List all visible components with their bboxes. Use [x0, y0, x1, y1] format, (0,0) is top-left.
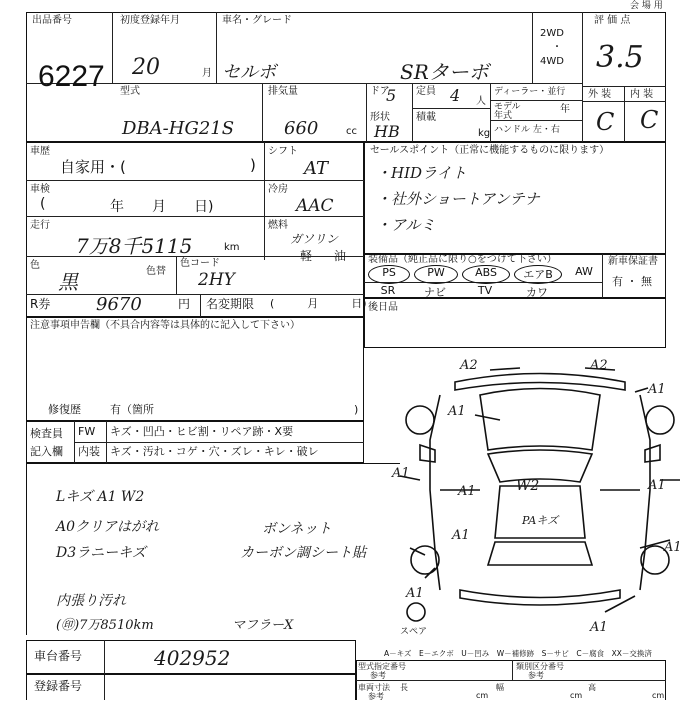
inspection-open: ( [40, 196, 46, 212]
mark-front-bumper-right: A2 [590, 358, 608, 373]
damage-legend: A－キズ E－エクボ U－凹み W－補修跡 S－サビ C－腐食 XX－交換済 [384, 649, 652, 658]
mark-roof-rear: PAキズ [522, 514, 559, 527]
displacement-label: 排気量 [268, 86, 298, 97]
warranty-options: 有 ・ 無 [612, 275, 652, 288]
recycle-label: R券 [30, 297, 51, 311]
hw-note-2: A0クリアはがれ [56, 519, 160, 535]
hw-note-3: D3ラニーキズ [56, 545, 146, 561]
shape-value: HB [374, 122, 400, 141]
car-damage-diagram [380, 350, 690, 650]
category-label: 類別区分番号 [516, 662, 564, 671]
first-reg-label: 初度登録年月 [120, 15, 180, 26]
type-spec-label: 型式指定番号 [358, 662, 406, 671]
equip-abs: ABS [462, 265, 510, 284]
inspection-value: 年 月 日) [110, 199, 214, 215]
equip-aw: AW [575, 265, 593, 278]
inspection-label: 車検 [30, 184, 50, 195]
car-number-label: 車台番号 [34, 649, 83, 663]
height-cm: cm [652, 691, 665, 700]
type-spec-ref: 参考 [370, 671, 386, 680]
model-year-label2: 年式 [494, 111, 513, 121]
interior-label: 内 装 [630, 89, 654, 100]
person-unit: 人 [476, 96, 486, 107]
aircon-label: 冷房 [268, 184, 288, 195]
model-year-label1: モデル [494, 102, 521, 112]
history-label: 車歴 [30, 146, 50, 157]
shape-label: 形状 [370, 112, 390, 123]
equipment-title: 装備品（純正品に限り○をつけて下さい） [368, 254, 557, 265]
notes-label: 注意事項申告欄（不具合内容等は具体的に記入して下さい） [30, 320, 300, 331]
km-unit: km [224, 242, 240, 253]
fuel-label: 燃料 [268, 220, 288, 231]
yen-unit: 円 [178, 297, 191, 311]
hw-note-6: 内張り汚れ [56, 593, 126, 609]
car-name: セルボ [222, 62, 276, 83]
after-market-box [364, 298, 666, 348]
month-unit: 月 [202, 68, 212, 79]
exterior-grade: C [596, 108, 615, 136]
equip-leather: カワ [526, 286, 548, 299]
selling-point-2: ・社外ショートアンテナ [376, 190, 540, 208]
displacement-value: 660 [284, 118, 319, 139]
grade: SRターボ [400, 60, 489, 84]
length-label: 長 [400, 683, 408, 692]
equip-airbag: エアB [514, 265, 562, 284]
mark-hood-left: A1 [448, 404, 466, 419]
size-ref: 参考 [368, 692, 384, 701]
equip-pw: PW [414, 265, 458, 284]
fuel-light: 軽 [300, 249, 313, 263]
selling-point-1: ・HIDライト [376, 164, 467, 182]
capacity-label: 定員 [416, 86, 436, 97]
entry-label: 記入欄 [30, 445, 63, 458]
selling-points-title: セールスポイント（正常に機能するものに限ります） [370, 145, 610, 156]
length-cm: cm [476, 691, 489, 700]
drive-2wd: 2WD [540, 28, 564, 39]
width-label: 幅 [496, 683, 504, 692]
hw-note-8: マフラーX [232, 618, 294, 633]
equip-tv: TV [477, 284, 493, 297]
drive-4wd: 4WD [540, 56, 564, 67]
interior-grade: C [640, 106, 659, 134]
after-market-label: 後日品 [368, 302, 398, 313]
recycle-value: 9670 [96, 294, 142, 315]
shift-value: AT [304, 158, 329, 179]
mark-left-rear-door: A1 [452, 528, 470, 543]
interior-items: キズ・汚れ・コゲ・穴・ズレ・キレ・破レ [110, 445, 319, 458]
handle-label: ハンドル 左・右 [494, 125, 560, 135]
lot-number-label: 出品番号 [32, 15, 72, 26]
score-label: 評 価 点 [594, 15, 631, 26]
equip-sr: SR [380, 284, 396, 297]
mark-front-bumper-left: A2 [460, 358, 478, 373]
drive-dot: ・ [552, 42, 562, 53]
height-label: 高 [588, 683, 596, 692]
size-label: 車両寸法 [358, 683, 390, 692]
shift-label: シフト [268, 146, 298, 157]
mark-rear-bumper: A1 [590, 620, 608, 635]
mark-left-rear-quarter: A1 [406, 586, 424, 601]
mark-roof: W2 [516, 478, 540, 494]
color-code: 2HY [198, 270, 235, 290]
color-label: 色 [30, 260, 40, 271]
history-close: ) [250, 156, 256, 174]
capacity-value: 4 [450, 86, 461, 105]
mileage-value: 7万8千5115 [76, 234, 193, 258]
name-change-value: ( 月 日) [270, 297, 367, 310]
car-name-label: 車名・グレード [222, 15, 292, 26]
equip-ps: PS [368, 265, 410, 284]
first-reg-year: 20 [132, 55, 160, 80]
color-value: 黒 [58, 270, 78, 294]
spare-label: スペア [400, 627, 428, 637]
name-change-label: 名変期限 [206, 297, 255, 311]
model-label: 型式 [120, 86, 140, 97]
model-value: DBA-HG21S [122, 118, 235, 139]
car-number: 402952 [154, 646, 231, 670]
hw-note-5: カーボン調シート貼 [240, 545, 366, 561]
repair-label: 修復歴 [48, 403, 81, 416]
score-value: 3.5 [596, 40, 644, 75]
category-ref: 参考 [528, 671, 544, 680]
doors-value: 5 [386, 86, 397, 105]
fuel-gas: ガソリン [290, 232, 339, 246]
repair-value: 有（箇所 [110, 403, 154, 416]
selling-point-3: ・アルミ [376, 216, 436, 234]
history-value: 自家用・( [60, 158, 126, 176]
mark-right-front-door: A1 [648, 478, 666, 493]
color-code-label: 色コード [180, 258, 220, 269]
color-sticker-label: 色替 [146, 266, 166, 277]
mark-right-rear-quarter: A1 [664, 540, 682, 555]
doors-label: ドア [370, 86, 390, 97]
year-unit: 年 [560, 104, 570, 115]
lot-number: 6227 [38, 60, 105, 93]
warranty-label: 新車保証書 [608, 256, 658, 267]
mark-front-right-fender: A1 [648, 382, 666, 397]
cc-unit: cc [346, 126, 357, 137]
reg-number-label: 登録番号 [34, 679, 83, 693]
width-cm: cm [570, 691, 583, 700]
repair-close: ) [354, 403, 359, 416]
load-label: 積載 [416, 112, 436, 123]
fuel-oil: 油 [334, 249, 347, 263]
mark-left-front-door: A1 [392, 466, 410, 481]
exterior-label: 外 装 [588, 89, 612, 100]
kg-unit: kg [478, 128, 491, 139]
hw-note-1: Lキズ A1 W2 [56, 489, 145, 505]
aircon-value: AAC [296, 196, 334, 216]
interior-inspect-label: 内装 [78, 445, 100, 458]
hw-note-7: (㊞)7万8510km [56, 618, 154, 633]
mileage-label: 走行 [30, 220, 50, 231]
dealer-label: ディーラー・並行 [494, 87, 566, 97]
mark-left-door-inner: A1 [458, 484, 476, 499]
equip-navi: ナビ [424, 286, 446, 299]
fw-items: キズ・凹凸・ヒビ割・リペア跡・X要 [110, 425, 294, 438]
hw-note-4: ボンネット [262, 521, 332, 537]
venue-use-label: 会 場 用 [630, 1, 663, 11]
fw-label: FW [78, 425, 96, 438]
inspector-label: 検査員 [30, 427, 63, 440]
